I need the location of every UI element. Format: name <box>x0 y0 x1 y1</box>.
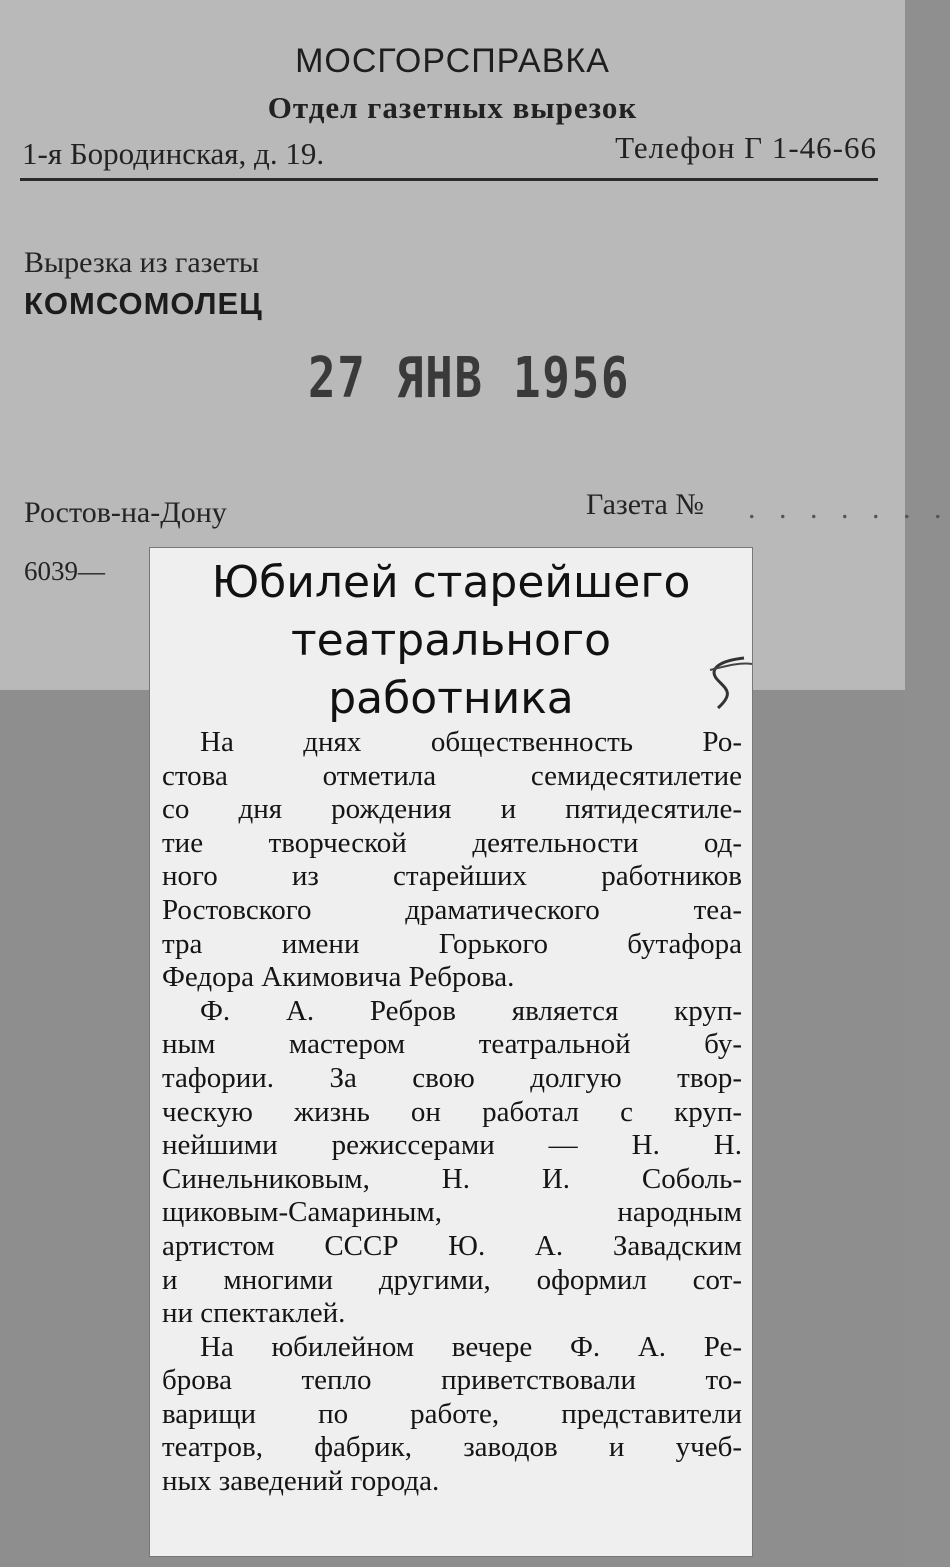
date-stamp: 27 ЯНВ 1956 <box>308 346 631 411</box>
article-line: тие творческой деятельности од- <box>162 826 742 859</box>
article-line: ным мастером театральной бу- <box>162 1028 742 1061</box>
newspaper-name: КОМСОМОЛЕЦ <box>24 286 263 321</box>
newspaper-number-blank: . . . . . . . <box>748 492 950 525</box>
article-line: нейшими режиссерами — Н. Н. <box>162 1129 742 1162</box>
organization-name: МОСГОРСПРАВКА <box>295 42 610 80</box>
address: 1-я Бородинская, д. 19. <box>22 136 325 171</box>
department-name: Отдел газетных вырезок <box>267 90 638 125</box>
newspaper-number-label: Газета № <box>586 488 704 521</box>
article-line: ного из старейших работников <box>162 860 742 893</box>
article-line: ных заведений города. <box>162 1465 440 1498</box>
header-rule <box>20 178 878 181</box>
pencil-mark-icon <box>696 652 756 712</box>
article-line: и многими другими, оформил сот- <box>162 1263 742 1296</box>
article-line: тра имени Горького бутафора <box>162 927 742 960</box>
article-line: щиковым-Самариным, народным <box>162 1196 742 1229</box>
article-line: Синельниковым, Н. И. Соболь- <box>162 1162 742 1195</box>
article-line: Ростовского драматического теа- <box>162 893 742 926</box>
article-line: театров, фабрик, заводов и учеб- <box>162 1431 742 1464</box>
article-line: ни спектаклей. <box>162 1297 346 1330</box>
headline-line: работника <box>328 673 574 724</box>
headline-line: Юбилей старейшего <box>211 557 691 608</box>
article-line: стова отметила семидесятилетие <box>162 759 742 792</box>
article-line: варищи по работе, представители <box>162 1397 742 1430</box>
article-line: артистом СССР Ю. А. Завадским <box>162 1229 742 1262</box>
article-line: ческую жизнь он работал с круп- <box>162 1095 742 1128</box>
article-line: брова тепло приветствовали то- <box>162 1364 742 1397</box>
cutting-label: Вырезка из газеты <box>24 246 260 279</box>
headline-line: театрального <box>291 615 611 666</box>
article-line: со дня рождения и пятидесятиле- <box>162 793 742 826</box>
article-body <box>162 726 742 1499</box>
article-headline <box>150 554 752 728</box>
article-line: На юбилейном вечере Ф. А. Ре- <box>200 1330 742 1363</box>
article-line: тафории. За свою долгую твор- <box>162 1061 742 1094</box>
article-line: Федора Акимовича Реброва. <box>162 961 515 994</box>
phone: Телефон Г 1-46-66 <box>615 130 877 165</box>
article-line: На днях общественность Ро- <box>200 726 742 758</box>
order-number: 6039— <box>24 556 105 586</box>
article-line: Ф. А. Ребров является круп- <box>200 994 742 1027</box>
city: Ростов-на-Дону <box>24 496 227 529</box>
